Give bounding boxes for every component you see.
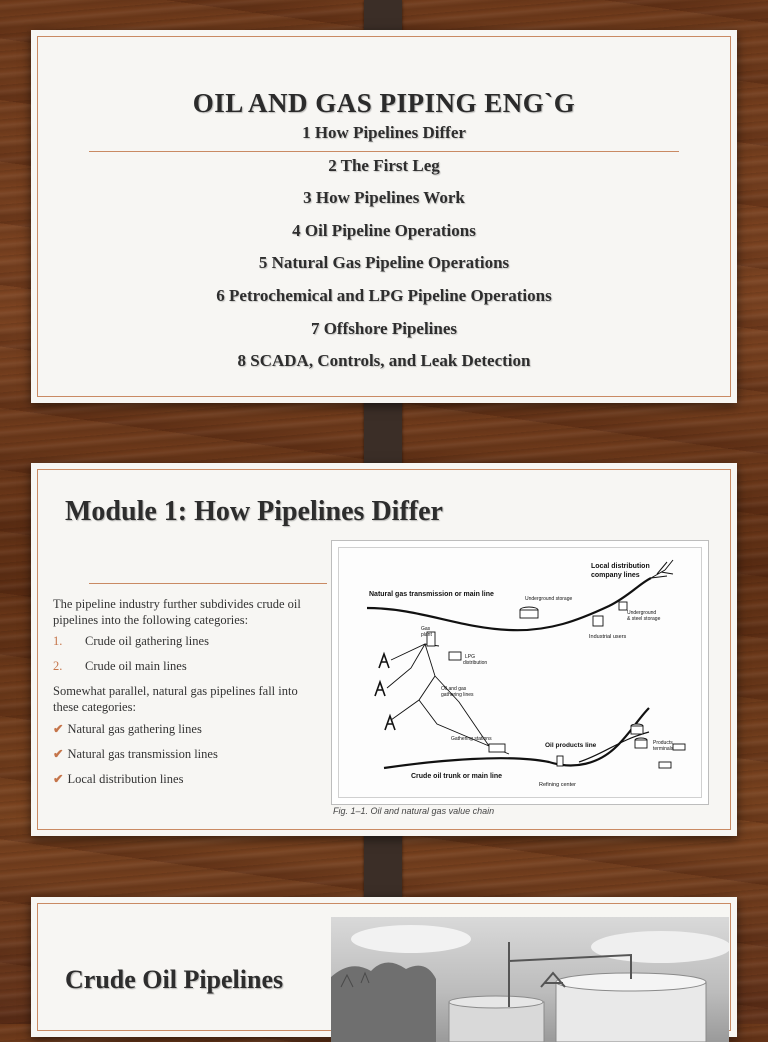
gas-intro-paragraph: Somewhat parallel, natural gas pipelines fall into these categories: — [53, 684, 298, 714]
module-item: 8 SCADA, Controls, and Leak Detection — [237, 351, 531, 371]
gas-category-list — [53, 721, 325, 787]
figure-inner — [338, 547, 702, 798]
intro-paragraph: The pipeline industry further subdivides crude oil pipelines into the following categories: — [53, 597, 301, 627]
label-gathering-stations: Gathering stations — [451, 736, 492, 742]
checkmark-icon: ✔ — [53, 747, 64, 761]
module-item: 5 Natural Gas Pipeline Operations — [258, 253, 510, 273]
label-terminals: terminals — [653, 746, 674, 752]
label-gathering-lines: gathering lines — [441, 692, 474, 698]
label-crude-trunk: Crude oil trunk or main line — [411, 773, 503, 780]
module-item: 1 How Pipelines Differ — [302, 123, 466, 142]
slide-title: Crude Oil Pipelines — [65, 965, 284, 994]
slide-title: OIL AND GAS PIPING ENG`G — [192, 88, 576, 118]
well-derrick-icon — [375, 654, 395, 730]
value-chain-figure — [331, 540, 709, 805]
figure-caption: Fig. 1–1. Oil and natural gas value chain — [333, 806, 495, 816]
label-company-lines: company lines — [591, 572, 640, 579]
module-list — [31, 122, 737, 383]
list-text: Local distribution lines — [67, 772, 184, 786]
module-item: 6 Petrochemical and LPG Pipeline Operations — [216, 285, 552, 305]
list-text: Natural gas transmission lines — [67, 747, 218, 761]
list-text: Crude oil main lines — [85, 659, 187, 673]
module-item: 7 Offshore Pipelines — [310, 318, 458, 338]
list-item — [53, 658, 325, 674]
checkmark-icon: ✔ — [53, 772, 64, 786]
list-number: 1. — [53, 634, 63, 648]
distribution-branches — [651, 560, 673, 578]
gas-transmission-line — [367, 578, 651, 630]
list-item — [53, 746, 325, 762]
label-products: Products — [653, 740, 673, 746]
list-text: Natural gas gathering lines — [67, 722, 202, 736]
label-underground-storage: Underground storage — [525, 596, 573, 602]
label-gas: Gas — [421, 626, 431, 632]
list-item — [53, 721, 325, 737]
slide-table-of-contents — [31, 30, 737, 403]
label-underground: Underground — [627, 610, 657, 616]
title-divider — [89, 583, 327, 584]
slide-body — [53, 596, 325, 796]
value-chain-diagram — [339, 548, 701, 797]
label-refining-center: Refining center — [539, 782, 576, 788]
list-item — [53, 633, 325, 649]
slide-module-1 — [31, 463, 737, 836]
label-distribution: distribution — [463, 660, 488, 666]
label-oil-and-gas: Oil and gas — [441, 686, 467, 692]
checkmark-icon: ✔ — [53, 722, 64, 736]
slide-crude-oil-pipelines — [31, 897, 737, 1037]
list-item — [53, 771, 325, 787]
label-transmission: Natural gas transmission or main line — [369, 591, 494, 598]
module-item: 2 The First Leg — [328, 155, 440, 175]
label-industrial-users: Industrial users — [589, 634, 627, 640]
photo-illustration — [331, 917, 729, 1042]
crude-category-list — [53, 633, 325, 674]
crude-trunk-line — [384, 708, 649, 768]
label-steel-storage: & steel storage — [627, 616, 661, 622]
storage-tank-photo — [331, 917, 729, 1042]
list-text: Crude oil gathering lines — [85, 634, 209, 648]
module-item: 3 How Pipelines Work — [303, 188, 465, 208]
label-local-distribution: Local distribution — [591, 563, 650, 570]
label-oil-products-line: Oil products line — [545, 742, 597, 749]
label-plant: plant — [421, 632, 432, 638]
slide-title: Module 1: How Pipelines Differ — [65, 496, 443, 527]
label-lpg: LPG — [465, 654, 476, 660]
list-number: 2. — [53, 659, 63, 673]
module-item: 4 Oil Pipeline Operations — [292, 220, 476, 240]
